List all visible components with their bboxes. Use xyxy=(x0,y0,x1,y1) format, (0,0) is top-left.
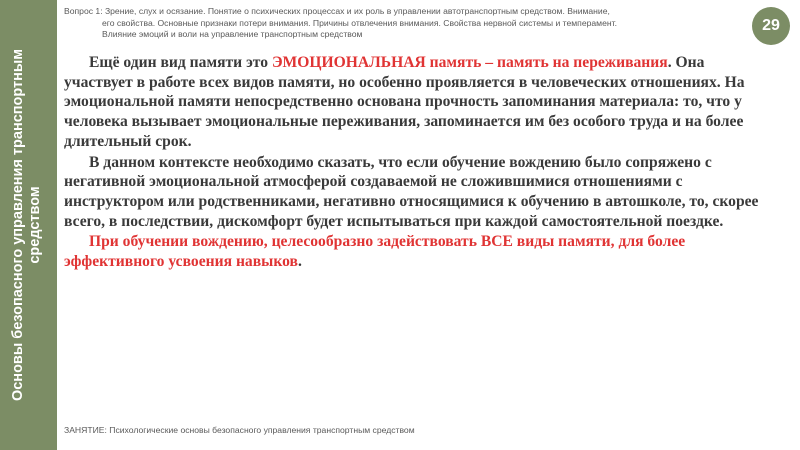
footer-lesson: ЗАНЯТИЕ: Психологические основы безопасного управления транспортным средством xyxy=(64,425,415,435)
header-line-1: Вопрос 1: Зрение, слух и осязание. Понятие о психических процессах и их роль в управлении автотранспортным средством. Внимание, xyxy=(64,6,610,16)
header-line-3: Влияние эмоций и воли на управление транспортным средством xyxy=(102,29,363,40)
sidebar xyxy=(0,0,57,450)
sidebar-title: Основы безопасного управления транспортным средством xyxy=(10,48,43,402)
paragraph-3 xyxy=(64,232,776,271)
paragraph-1 xyxy=(64,53,776,152)
slide-header xyxy=(64,6,734,41)
paragraph-3-end: . xyxy=(297,253,302,271)
header-line-2: его свойства. Основные признаки потери внимания. Причины отвлечения внимания. Свойства нервной системы и темперамент. xyxy=(102,17,617,28)
paragraph-1-body: . Она участвует в работе всех видов памяти, но особенно проявляется в человеческих отношениях. На эмоциональной памяти непосредственно основана прочность запоминания материала: то, что у человека вызывает эмоциональные переживания, запоминается им без особого труда и на более длительный срок. xyxy=(64,54,745,150)
slide-content xyxy=(64,53,776,273)
recommendation-text: При обучении вождению, целесообразно задействовать ВСЕ виды памяти, для более эффективного усвоения навыков xyxy=(64,233,686,271)
page-number-badge: 29 xyxy=(752,7,790,45)
emotional-memory-highlight: ЭМОЦИОНАЛЬНАЯ память – память на переживания xyxy=(271,54,668,71)
paragraph-1-intro: Ещё один вид памяти это xyxy=(89,54,272,71)
paragraph-2: В данном контексте необходимо сказать, что если обучение вождению было сопряжено с негативной эмоциональной атмосферой создаваемой не сложившимися отношениями с инструктором или родственниками, негативно относящимися к обучению в автошколе, то, скорее всего, в последствии, дискомфорт будет испытываться при каждой самостоятельной поездке. xyxy=(64,153,759,230)
